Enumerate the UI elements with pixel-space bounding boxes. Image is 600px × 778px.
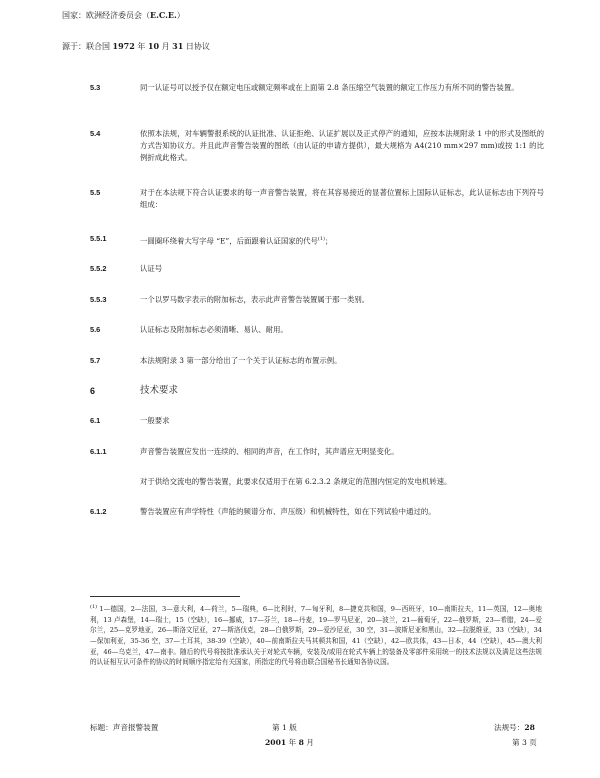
footer-page-number: 第 3 页 — [512, 738, 537, 747]
section-5-5 — [90, 187, 544, 211]
heading-technical-requirements — [90, 385, 178, 397]
section-text: 本法规附录 3 第一部分给出了一个关于认证标志的布置示例。 — [140, 356, 342, 365]
footer-title: 标题：声音报警装置 — [90, 723, 159, 732]
section-5-5-3 — [90, 294, 544, 306]
section-5-3 — [90, 82, 544, 94]
section-text: 一圆圈环绕着大写字母 “E”，后面跟着认证国家的代号$^{(1)}$； — [140, 236, 333, 246]
section-number: 5.5 — [90, 188, 101, 197]
section-6-1 — [90, 415, 544, 427]
section-number: 5.3 — [90, 83, 101, 92]
section-number: 5.5.1 — [90, 234, 107, 243]
section-number: 5.6 — [90, 325, 101, 334]
section-text: 同一认证号可以授予仅在额定电压或额定频率或在上面第 2.8 条压缩空气装置的额定工作压力有所不同的警告装置。 — [140, 83, 519, 92]
footnote — [90, 602, 542, 668]
header-source: 源于：联合国 1972 年 10 月 31 日协议 — [62, 41, 210, 51]
section-text: 一个以罗马数字表示的附加标志，表示此声音警告装置属于那一类别。 — [140, 295, 370, 304]
section-text: 对于在本法规下符合认证要求的每一声音警告装置，将在其容易接近的显著位置标上国际认证标志，此认证标志由下列符号组成： — [140, 188, 544, 209]
section-number: 6.1 — [90, 416, 101, 425]
section-number: 6.1.1 — [90, 447, 107, 456]
section-6-1-1-ac — [90, 476, 544, 488]
footnote-marker: (1) — [90, 604, 98, 610]
section-number: 5.7 — [90, 356, 101, 365]
section-5-6 — [90, 324, 544, 336]
footer-edition: 第 1 版 — [272, 723, 297, 732]
footnote-ref: (1) — [317, 236, 325, 242]
header-country: 国家：欧洲经济委员会（E.C.E.） — [62, 10, 185, 20]
section-number: 6 — [90, 386, 96, 396]
section-text: 警告装置应有声学特性（声能的频谱分布、声压级）和机械特性，如在下列试验中通过的。 — [140, 507, 436, 516]
section-5-5-2 — [90, 263, 544, 275]
footnote-text: 1—德国，2—法国，3—意大利，4—荷兰，5—瑞典，6—比利时，7—匈牙利，8—捷克共和国，9—西班牙，10—南斯拉夫，11—英国，12—奥地利，13 卢森堡，14—瑞士，15（空缺），16—挪威，17—芬兰，18—丹麦，19—罗马尼亚，20—波兰，21—葡萄牙，22—俄罗斯，23—希腊，24—爱尔兰，25—克罗地亚，26—斯洛文尼亚，27—斯洛伐克，28—白俄罗斯，29—爱沙尼亚，30 空，31—波斯尼亚和黑山，32—拉脱维亚，33（空缺），34—保加利亚，35-36 空，37—土耳其，38-39（空缺），40—前南斯拉夫马其顿共和国，41（空缺），42—欧共体，43—日本，44（空缺），45—澳大利亚，46—乌克兰，47—南非。随后的代号将按批准承认关于对轮式车辆，安装及/或用在轮式车辆上的装备及零部件采用统一的技术法规以及满足这些法规的认证相互认可条件的协议的时间顺序指定给有关国家，所指定的代号将由联合国秘书长通知各协议国。 — [90, 605, 542, 667]
section-number: 5.5.2 — [90, 264, 107, 273]
footer-regulation-number: 法规号：28 — [494, 723, 535, 732]
section-6-1-1 — [90, 446, 544, 458]
section-text: 对于供给交流电的警告装置，此要求仅适用于在第 6.2.3.2 条规定的范围内恒定的发电机转速。 — [140, 477, 452, 486]
section-number: 5.4 — [90, 129, 101, 138]
section-5-7 — [90, 355, 544, 367]
section-number: 6.1.2 — [90, 507, 107, 516]
section-text: 认证号 — [140, 264, 163, 273]
section-text: 依照本法规，对车辆警报系统的认证批准、认证拒绝、认证扩展以及正式停产的通知，应按本法规附录 1 中的形式及图纸的方式告知协议方。并且此声音警告装置的图纸（由认证的申请方提供），最大规格为 A4(210 mm×297 mm)或按 1:1 的比例折成此格式。 — [140, 129, 544, 162]
section-text: 一般要求 — [140, 416, 170, 425]
section-5-5-1 — [90, 233, 544, 247]
section-6-1-2 — [90, 506, 544, 518]
section-5-4 — [90, 128, 544, 164]
section-text: 认证标志及附加标志必须清晰、易认、耐用。 — [140, 325, 288, 334]
section-number: 5.5.3 — [90, 295, 107, 304]
footnote-divider — [90, 596, 240, 597]
section-text: 声音警告装置应发出一连续的、相同的声音，在工作时，其声谱应无明显变化。 — [140, 447, 399, 456]
heading-text: 技术要求 — [140, 385, 179, 396]
footer-date: 2001 年 8 月 — [265, 738, 314, 747]
